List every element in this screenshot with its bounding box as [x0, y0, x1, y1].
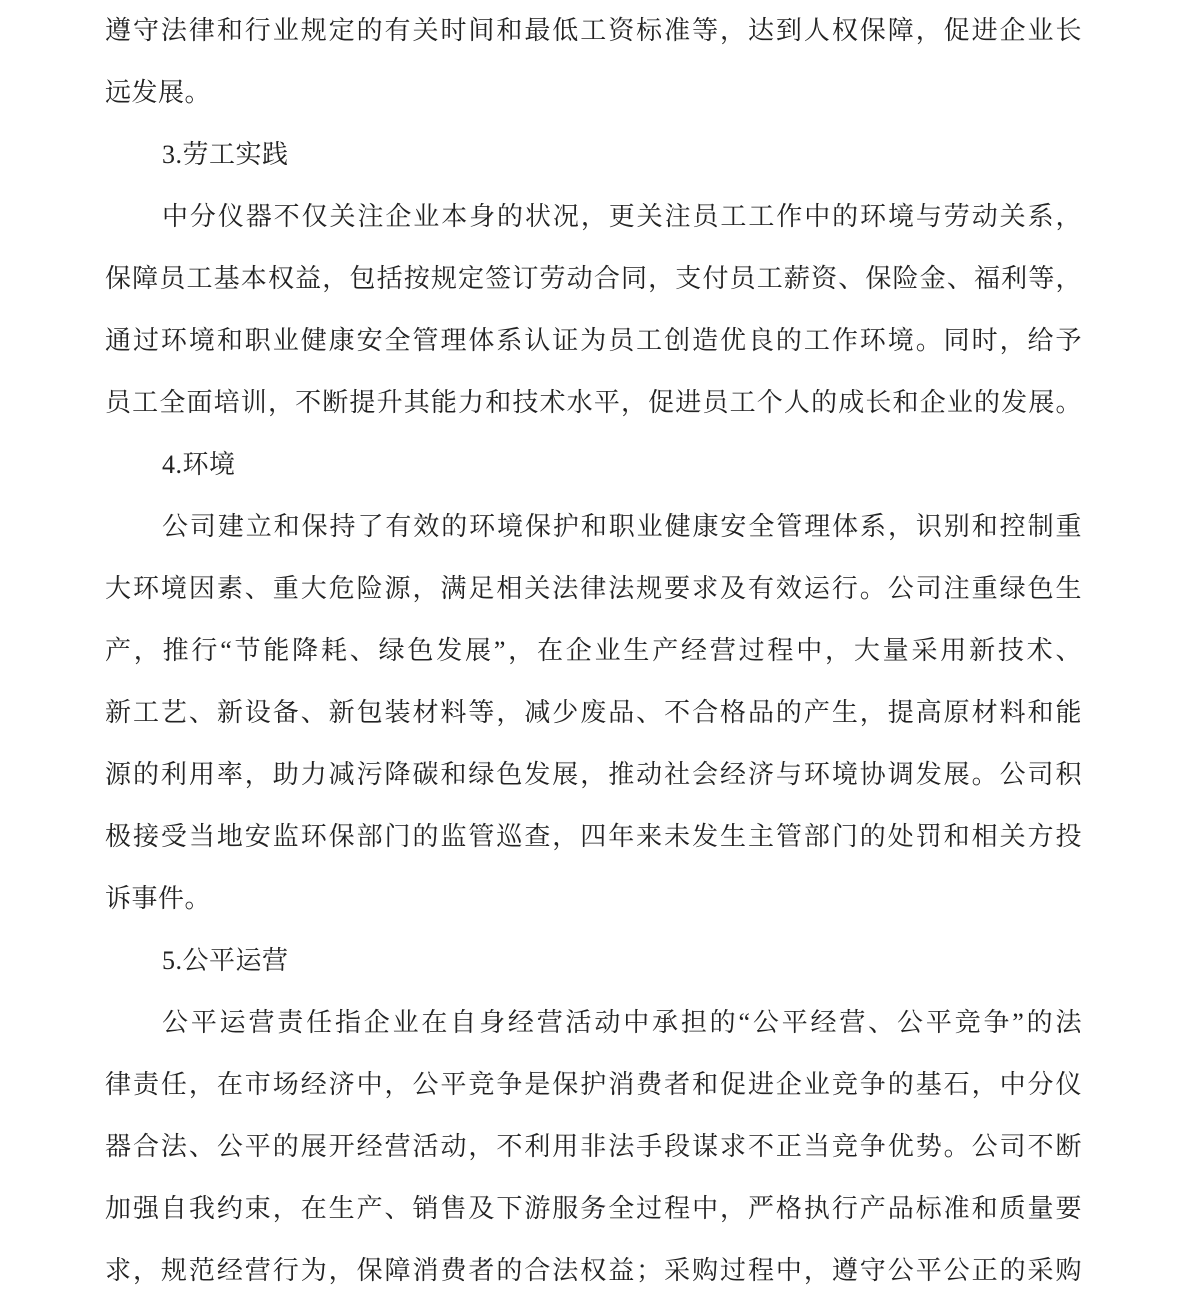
document-text-block [105, 0, 1082, 1300]
body-line: 员工全面培训，不断提升其能力和技术水平，促进员工个人的成长和企业的发展。 [105, 388, 1082, 417]
body-line: 律责任，在市场经济中，公平竞争是保护消费者和促进企业竞争的基石，中分仪 [105, 1070, 1082, 1099]
body-line: 加强自我约束，在生产、销售及下游服务全过程中，严格执行产品标准和质量要 [105, 1194, 1082, 1223]
body-line: 产，推行“节能降耗、绿色发展”，在企业生产经营过程中，大量采用新技术、 [105, 636, 1082, 665]
body-line-paragraph-end: 远发展。 [105, 78, 212, 107]
body-line: 遵守法律和行业规定的有关时间和最低工资标准等，达到人权保障，促进企业长 [105, 16, 1082, 45]
body-line-paragraph-start: 中分仪器不仅关注企业本身的状况，更关注员工工作中的环境与劳动关系， [162, 202, 1082, 231]
section-heading-labor-practice: 3.劳工实践 [162, 140, 289, 169]
section-heading-fair-operation: 5.公平运营 [162, 946, 289, 975]
body-line: 求，规范经营行为，保障消费者的合法权益；采购过程中，遵守公平公正的采购 [105, 1256, 1082, 1285]
body-line-paragraph-start: 公司建立和保持了有效的环境保护和职业健康安全管理体系，识别和控制重 [162, 512, 1082, 541]
body-line: 器合法、公平的展开经营活动，不利用非法手段谋求不正当竞争优势。公司不断 [105, 1132, 1082, 1161]
body-line: 极接受当地安监环保部门的监管巡查，四年来未发生主管部门的处罚和相关方投 [105, 822, 1082, 851]
body-line: 通过环境和职业健康安全管理体系认证为员工创造优良的工作环境。同时，给予 [105, 326, 1082, 355]
body-line-paragraph-end: 诉事件。 [105, 884, 212, 913]
body-line: 保障员工基本权益，包括按规定签订劳动合同，支付员工薪资、保险金、福利等， [105, 264, 1082, 293]
body-line: 大环境因素、重大危险源，满足相关法律法规要求及有效运行。公司注重绿色生 [105, 574, 1082, 603]
body-line: 源的利用率，助力减污降碳和绿色发展，推动社会经济与环境协调发展。公司积 [105, 760, 1082, 789]
body-line-paragraph-start: 公平运营责任指企业在自身经营活动中承担的“公平经营、公平竞争”的法 [162, 1008, 1082, 1037]
body-line: 新工艺、新设备、新包装材料等，减少废品、不合格品的产生，提高原材料和能 [105, 698, 1082, 727]
section-heading-environment: 4.环境 [162, 450, 236, 479]
